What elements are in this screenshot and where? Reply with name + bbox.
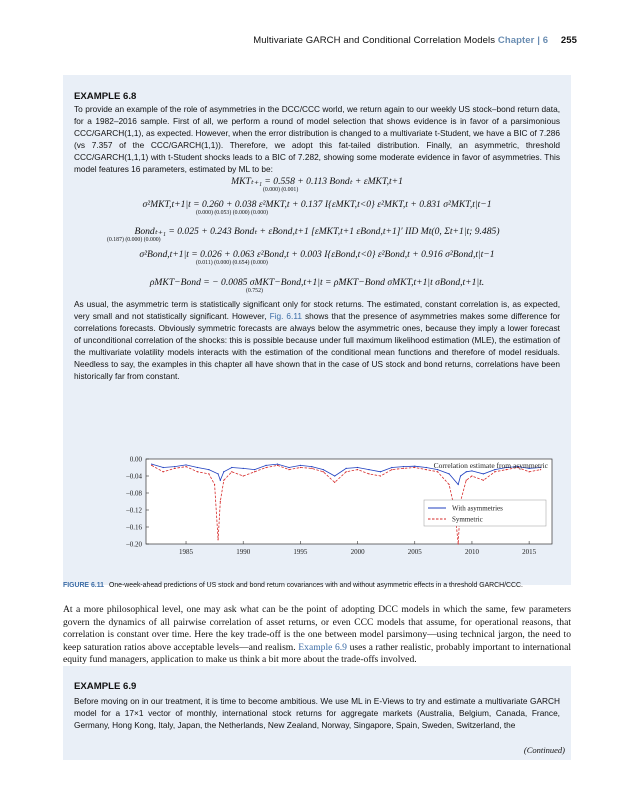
- series-point-with-asymmetries: [391, 467, 392, 468]
- example-6-9-paragraph: Before moving on in our treatment, it is time to become ambitious. We use ML in E-Views to try and estimate a multivariate GARCH model for a 17×1 vector of monthly, international stock returns for aggregate markets (Australia, Belgium, Canada, France, Germany, Hong Kong, Italy, Japan, the Netherlands, New Zealand, Norway, Singapore, Spain, Sweden, Switzerland, the: [74, 696, 560, 731]
- series-point-symmetric: [185, 466, 186, 467]
- equation-bond-mean-stderr: (0.187) (0.000) (0.000): [107, 237, 161, 243]
- x-tick-label: 1995: [293, 548, 308, 556]
- series-point-with-asymmetries: [231, 467, 232, 468]
- legend-label: With asymmetries: [452, 504, 503, 513]
- series-point-with-asymmetries: [174, 466, 175, 467]
- figure-caption-text: One-week-ahead predictions of US stock and bond return covariances with and without asymmetric effects in a threshold GARCH/CCC.: [108, 582, 523, 589]
- running-head-chapter: Chapter | 6: [497, 35, 549, 46]
- para2-text-a: As usual, the asymmetric term is statistically significant only for stock returns. The estimated, constant correlation is, as expected, very small and not statistically significant. However,: [74, 299, 560, 322]
- series-point-symmetric: [346, 471, 347, 472]
- y-tick-label: 0.00: [129, 455, 142, 464]
- series-point-symmetric: [380, 475, 381, 476]
- series-point-with-asymmetries: [208, 469, 209, 470]
- series-point-symmetric: [426, 469, 427, 470]
- equation-bond-variance: σ²Bond,t+1|t = 0.026 + 0.063 ε²Bond,t + 0.003 I{εBond,t<0} ε²Bond,t + 0.916 σ²Bond,t|t−1: [139, 249, 495, 260]
- x-tick-label: 1985: [179, 548, 194, 556]
- series-point-symmetric: [391, 469, 392, 470]
- series-point-symmetric: [151, 465, 152, 466]
- x-tick-label: 2005: [407, 548, 422, 556]
- series-point-symmetric: [277, 465, 278, 466]
- equation-mkt-variance: σ²MKT,t+1|t = 0.260 + 0.038 ε²MKT,t + 0.137 I{εMKT,t<0} ε²MKT,t + 0.831 σ²MKT,t|t−1: [142, 199, 492, 210]
- series-point-symmetric: [163, 471, 164, 472]
- series-point-symmetric: [458, 543, 459, 544]
- series-point-with-asymmetries: [220, 480, 221, 481]
- series-point-symmetric: [243, 475, 244, 476]
- series-point-symmetric: [323, 471, 324, 472]
- series-point-symmetric: [334, 482, 335, 483]
- equation-correlation-stderr: (0.752): [246, 288, 263, 294]
- figure-label: FIGURE 6.11: [63, 582, 104, 589]
- series-point-symmetric: [311, 468, 312, 469]
- series-point-with-asymmetries: [217, 473, 218, 474]
- series-point-symmetric: [288, 469, 289, 470]
- y-tick-label: –0.08: [126, 489, 142, 498]
- series-point-with-asymmetries: [426, 467, 427, 468]
- series-point-with-asymmetries: [448, 473, 449, 474]
- running-head-title: Multivariate GARCH and Conditional Correlation Models: [253, 35, 496, 46]
- series-point-with-asymmetries: [163, 467, 164, 468]
- x-tick-label: 2000: [350, 548, 365, 556]
- figure-caption: [63, 582, 573, 589]
- series-point-symmetric: [414, 467, 415, 468]
- y-tick-label: –0.16: [126, 523, 142, 532]
- series-point-symmetric: [220, 501, 221, 502]
- series-point-symmetric: [357, 469, 358, 470]
- x-tick-label: 2015: [522, 548, 537, 556]
- series-point-with-asymmetries: [471, 470, 472, 471]
- equation-mkt-mean-stderr: (0.000) (0.001): [263, 187, 299, 193]
- series-point-with-asymmetries: [288, 467, 289, 468]
- series-point-with-asymmetries: [483, 473, 484, 474]
- series-point-symmetric: [254, 471, 255, 472]
- y-tick-label: –0.20: [126, 540, 142, 549]
- series-point-with-asymmetries: [357, 467, 358, 468]
- series-point-with-asymmetries: [323, 469, 324, 470]
- series-point-symmetric: [265, 467, 266, 468]
- series-point-with-asymmetries: [311, 466, 312, 467]
- x-tick-label: 2010: [464, 548, 479, 556]
- series-point-with-asymmetries: [300, 465, 301, 466]
- equation-correlation: ρMKT−Bond = − 0.0085 σMKT−Bond,t+1|t = ρ̂MKT−Bond σMKT,t+1|t σBond,t+1|t.: [149, 277, 485, 288]
- series-point-with-asymmetries: [460, 475, 461, 476]
- series-point-with-asymmetries: [185, 464, 186, 465]
- series-point-symmetric: [217, 539, 218, 540]
- series-point-symmetric: [208, 473, 209, 474]
- legend-label: Symmetric: [452, 515, 483, 524]
- series-point-symmetric: [471, 475, 472, 476]
- x-tick-label: 1990: [236, 548, 251, 556]
- series-point-symmetric: [214, 484, 215, 485]
- equation-bond-variance-stderr: (0.011) (0.000) (0.654) (0.000): [196, 260, 268, 266]
- example-6-8-paragraph-2: [74, 298, 560, 382]
- series-point-with-asymmetries: [254, 469, 255, 470]
- series-point-with-asymmetries: [334, 475, 335, 476]
- equation-mkt-variance-stderr: (0.000) (0.053) (0.000) (0.000): [196, 210, 268, 216]
- series-point-symmetric: [466, 480, 467, 481]
- series-point-symmetric: [174, 468, 175, 469]
- series-point-with-asymmetries: [403, 466, 404, 467]
- body-text-b: uses a rather realistic, probably important to international equity fund managers, application to make us think a bit more about the trade-offs involved.: [63, 641, 571, 666]
- equation-mkt-mean: MKTₜ₊₁ = 0.558 + 0.113 Bondₜ + εMKT,t+1: [231, 176, 403, 187]
- y-tick-label: –0.04: [126, 472, 142, 481]
- series-point-symmetric: [437, 471, 438, 472]
- series-point-symmetric: [448, 484, 449, 485]
- series-point-with-asymmetries: [277, 464, 278, 465]
- equation-bond-mean: Bondₜ₊₁ = 0.025 + 0.243 Bondₜ + εBond,t+1 [εMKT,t+1 εBond,t+1]′ IID Mt(0, Σt+1|t; 9.485): [134, 226, 500, 237]
- series-point-with-asymmetries: [346, 468, 347, 469]
- series-point-with-asymmetries: [243, 468, 244, 469]
- series-point-symmetric: [483, 480, 484, 481]
- series-point-with-asymmetries: [223, 471, 224, 472]
- chart-legend: [424, 500, 546, 526]
- para2-text-b: shows that the presence of asymmetries makes some difference for correlations forecasts. Obviously symmetric forecasts are always below the asymmetric ones, because they imply a lower forecast of unconditional correlation of the shocks: this is possible because under full maximum likelihood estimation (MLE), the estimation of the multivariate volatility models interacts with the estimation of the conditional mean functions and therefore of model residuals. Needless to say, the examples in this chapter all have shown that in the case of US stock and bond returns, correlations have been historically far from constant.: [74, 311, 560, 382]
- series-point-symmetric: [494, 471, 495, 472]
- series-point-symmetric: [223, 480, 224, 481]
- series-point-with-asymmetries: [414, 466, 415, 467]
- series-point-with-asymmetries: [368, 469, 369, 470]
- series-point-symmetric: [231, 471, 232, 472]
- series-point-symmetric: [529, 471, 530, 472]
- y-tick-label: –0.12: [126, 506, 142, 515]
- series-point-with-asymmetries: [151, 464, 152, 465]
- example-6-9-title: EXAMPLE 6.9: [74, 681, 137, 692]
- series-point-with-asymmetries: [265, 465, 266, 466]
- example-6-8-paragraph-1: To provide an example of the role of asymmetries in the DCC/CCC world, we return again to our weekly US stock–bond return data, for a 1982–2016 sample. First of all, we perform a round of model selection that shows evidence is in favor of a parsimonious CCC/GARCH(1,1), as expected. However, when the error distribution is changed to a multivariate t-Student, we have a BIC of 7.286 (vs 7.357 of the CCC/GARCH(1,1)). Therefore, we adopt this fat-tailed distribution. Finally, an asymmetric, threshold CCC/GARCH(1,1,1) with t-Student shocks leads to a BIC of 7.282, showing some moderate evidence in favor of asymmetries. This model features 16 parameters, estimated by ML to be:: [74, 104, 560, 175]
- example-6-8-title: EXAMPLE 6.8: [74, 91, 137, 102]
- series-point-with-asymmetries: [380, 471, 381, 472]
- body-paragraph: [63, 604, 571, 667]
- body-text-a: At a more philosophical level, one may ask what can be the point of adopting DCC models in which the same, few parameters govern the dynamics of all pairwise correlation of asset returns, or even CCC models that assume, for operational reasons, that correlation is constant over time. Here the key trade-off is the one between model parsimony—using technical jargon, the need to keep saturation ratios above acceptable levels—and realism.: [63, 604, 571, 653]
- running-head: [253, 35, 577, 46]
- chart-title: Correlation estimate from asymmetric: [433, 461, 548, 470]
- continued-note: (Continued): [523, 745, 565, 755]
- series-point-with-asymmetries: [458, 484, 459, 485]
- series-point-symmetric: [300, 467, 301, 468]
- series-point-with-asymmetries: [466, 471, 467, 472]
- series-point-with-asymmetries: [197, 467, 198, 468]
- figure-6-11-link[interactable]: Fig. 6.11: [269, 311, 302, 322]
- example-6-9-link[interactable]: Example 6.9: [298, 641, 347, 653]
- correlation-chart-svg: [74, 452, 560, 574]
- series-point-symmetric: [368, 473, 369, 474]
- page-number: 255: [560, 35, 577, 46]
- series-point-symmetric: [403, 468, 404, 469]
- correlation-chart: [74, 452, 560, 574]
- series-point-symmetric: [197, 471, 198, 472]
